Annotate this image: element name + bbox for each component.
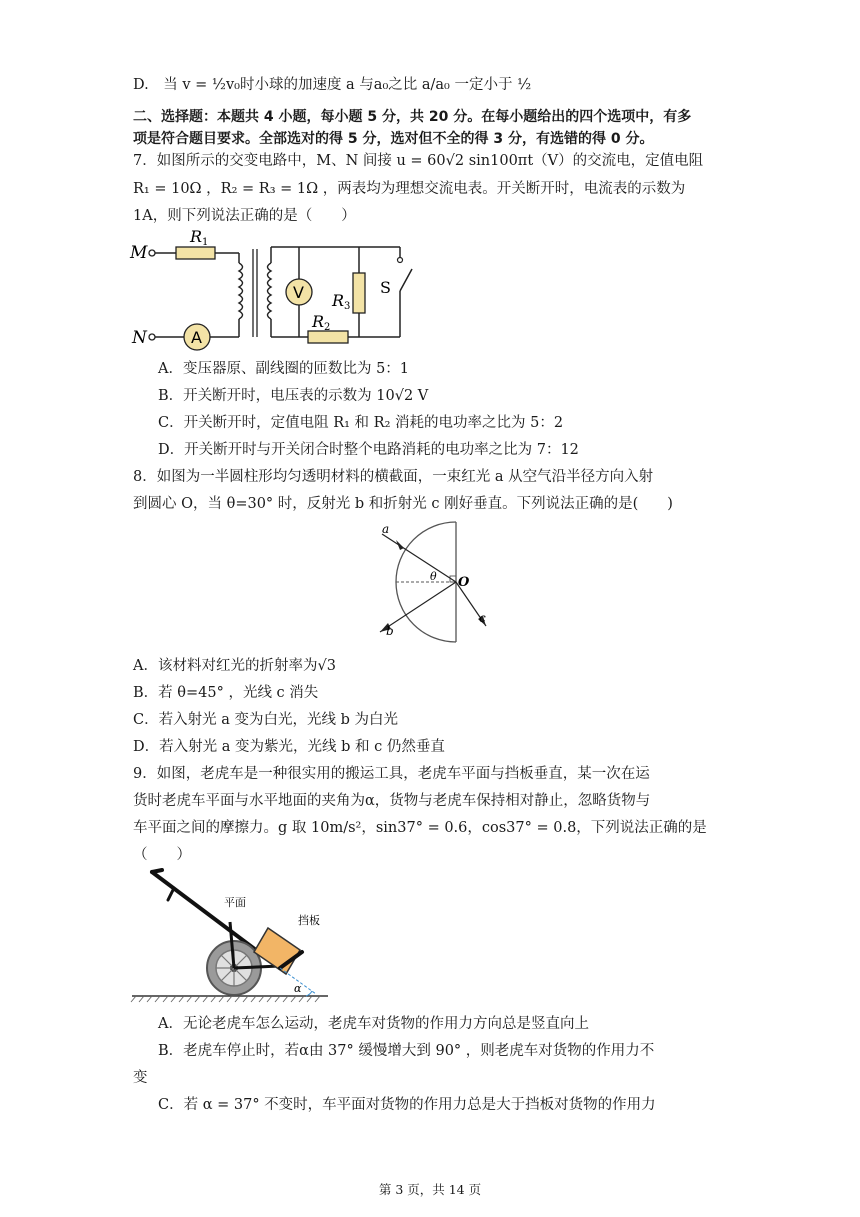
q7-circuit-diagram <box>128 225 428 355</box>
resistor-r3 <box>353 273 365 313</box>
label-a: a <box>382 522 390 536</box>
q8-option-d: D．若入射光 a 变为紫光，光线 b 和 c 仍然垂直 <box>133 739 445 755</box>
label-r1: R <box>190 227 203 246</box>
label-theta: θ <box>430 570 437 583</box>
q7-stem-line-1: 7．如图所示的交变电路中，M、N 间接 u = 60√2 sin100πt（V）的交流电，定值电阻 <box>133 153 704 169</box>
q8-option-a: A．该材料对红光的折射率为√3 <box>133 658 336 674</box>
q9-option-b-line-1: B．老虎车停止时，若α由 37° 缓慢增大到 90° ，则老虎车对货物的作用力不 <box>158 1043 655 1059</box>
q9-stem-line-4: （ ） <box>133 847 191 863</box>
secondary-coil <box>268 263 272 319</box>
q8-semicircle-diagram <box>368 520 498 644</box>
label-a: A <box>191 328 202 347</box>
q8-stem-line-2: 到圆心 O，当 θ=30° 时，反射光 b 和折射光 c 刚好垂直。下列说法正确的是( ) <box>133 496 673 512</box>
label-r2: R <box>312 312 325 331</box>
q9-stem-line-1: 9．如图，老虎车是一种很实用的搬运工具，老虎车平面与挡板垂直，某一次在运 <box>133 766 650 782</box>
q9-option-b-line-2: 变 <box>133 1070 148 1086</box>
label-b: b <box>386 624 394 638</box>
label-o: O <box>458 575 470 590</box>
q7-option-c: C．开关断开时，定值电阻 R₁ 和 R₂ 消耗的电功率之比为 5：2 <box>158 415 564 431</box>
q9-hand-truck-diagram <box>130 866 330 1006</box>
q7-stem-line-3: 1A，则下列说法正确的是（ ） <box>133 208 356 224</box>
label-m: M <box>130 243 148 263</box>
page-footer: 第 3 页，共 14 页 <box>378 1182 482 1197</box>
svg-text:2: 2 <box>324 322 331 333</box>
terminal-n <box>149 334 155 340</box>
ray-a <box>382 534 456 582</box>
switch-s <box>400 269 412 291</box>
q7-option-b: B．开关断开时，电压表的示数为 10√2 V <box>158 388 429 404</box>
section-header-line-2: 项是符合题目要求。全部选对的得 5 分，选对但不全的得 3 分，有选错的得 0 分。 <box>133 131 654 147</box>
q9-stem-line-2: 货时老虎车平面与水平地面的夹角为α，货物与老虎车保持相对静止，忽略货物与 <box>133 793 651 809</box>
terminal-m <box>149 250 155 256</box>
svg-text:1: 1 <box>202 237 209 248</box>
q8-option-b: B．若 θ=45° ，光线 c 消失 <box>133 685 319 701</box>
label-n: N <box>132 328 147 348</box>
label-s: S <box>380 278 391 297</box>
q7-option-a: A．变压器原、副线圈的匝数比为 5：1 <box>158 361 410 377</box>
resistor-r1 <box>176 247 215 259</box>
q6-option-d: D. 当 v = ½v₀时小球的加速度 a 与a₀之比 a/a₀ 一定小于 ½ <box>133 77 532 93</box>
q8-stem-line-1: 8．如图为一半圆柱形均匀透明材料的横截面，一束红光 a 从空气沿半径方向入射 <box>133 469 654 485</box>
label-v: V <box>293 283 304 302</box>
q9-option-c: C．若 α = 37° 不变时，车平面对货物的作用力总是大于挡板对货物的作用力 <box>158 1097 656 1113</box>
q7-option-d: D．开关断开时与开关闭合时整个电路消耗的电功率之比为 7：12 <box>158 442 579 458</box>
label-baffle: 挡板 <box>298 914 320 927</box>
label-alpha: α <box>294 982 302 995</box>
q9-stem-line-3: 车平面之间的摩擦力。g 取 10m/s²，sin37° = 0.6，cos37° = 0.8，下列说法正确的是 <box>133 820 707 836</box>
q8-option-c: C．若入射光 a 变为白光，光线 b 为白光 <box>133 712 398 728</box>
label-plane: 平面 <box>224 896 246 909</box>
section-header-line-1: 二、选择题：本题共 4 小题，每小题 5 分，共 20 分。在每小题给出的四个选项中，有多 <box>133 109 692 125</box>
primary-coil <box>239 263 243 319</box>
label-c: c <box>479 611 486 625</box>
svg-text:3: 3 <box>344 301 351 312</box>
q7-stem-line-2: R₁ = 10Ω ，R₂ = R₃ = 1Ω ，两表均为理想交流电表。开关断开时，电流表的示数为 <box>133 181 686 197</box>
label-r3: R <box>332 291 345 310</box>
q9-option-a: A．无论老虎车怎么运动，老虎车对货物的作用力方向总是竖直向上 <box>158 1016 589 1032</box>
